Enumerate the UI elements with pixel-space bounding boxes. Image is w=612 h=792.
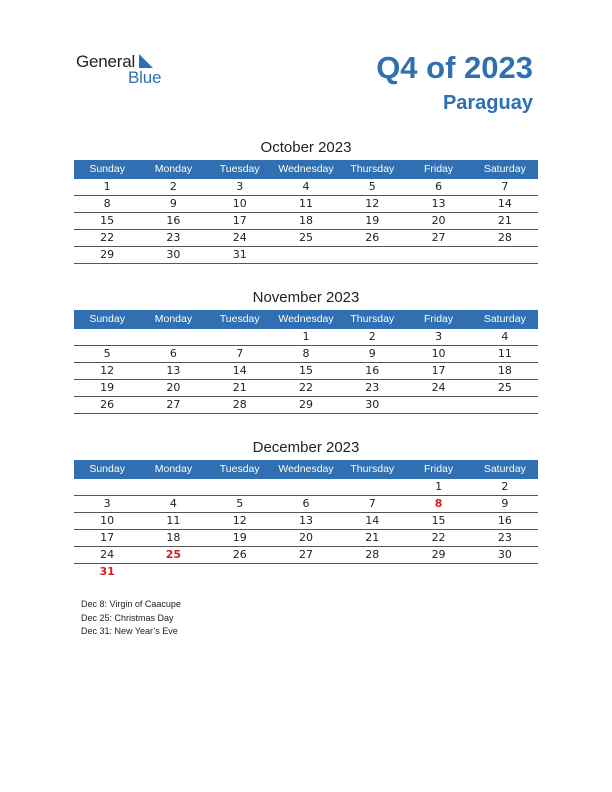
week-row bbox=[74, 547, 538, 564]
day-cell: 30 bbox=[365, 398, 380, 411]
day-cell: 14 bbox=[497, 197, 512, 210]
day-cell bbox=[339, 479, 405, 495]
day-cell: 30 bbox=[166, 248, 181, 261]
holiday-note: Dec 8: Virgin of Caacupe bbox=[81, 599, 181, 609]
day-cell: 10 bbox=[232, 197, 247, 210]
day-cell: 3 bbox=[236, 180, 244, 193]
day-cell bbox=[273, 564, 339, 580]
day-cell: 18 bbox=[497, 364, 512, 377]
day-cell: 12 bbox=[365, 197, 380, 210]
week-row bbox=[74, 564, 538, 580]
day-cell: 28 bbox=[232, 398, 247, 411]
weekday-label: Wednesday bbox=[278, 463, 334, 475]
week-row bbox=[74, 530, 538, 547]
day-cell bbox=[140, 329, 206, 345]
day-cell bbox=[405, 247, 471, 263]
day-cell: 28 bbox=[365, 548, 380, 561]
day-cell bbox=[140, 479, 206, 495]
day-cell: 22 bbox=[100, 231, 115, 244]
day-cell: 10 bbox=[431, 347, 446, 360]
week-row bbox=[74, 179, 538, 196]
week-row bbox=[74, 346, 538, 363]
day-cell: 1 bbox=[435, 480, 443, 493]
day-cell bbox=[339, 247, 405, 263]
holiday-notes bbox=[81, 598, 181, 639]
weekday-label: Monday bbox=[154, 313, 193, 325]
day-cell: 8 bbox=[302, 347, 310, 360]
day-cell: 30 bbox=[497, 548, 512, 561]
weekday-label: Saturday bbox=[483, 313, 526, 325]
day-cell: 17 bbox=[232, 214, 247, 227]
day-cell: 14 bbox=[232, 364, 247, 377]
day-cell: 13 bbox=[298, 514, 313, 527]
day-cell: 19 bbox=[100, 381, 115, 394]
day-cell: 20 bbox=[298, 531, 313, 544]
week-row bbox=[74, 213, 538, 230]
month-december bbox=[74, 438, 538, 580]
day-cell: 4 bbox=[501, 330, 509, 343]
week-row bbox=[74, 230, 538, 247]
day-cell: 8 bbox=[434, 497, 443, 510]
day-cell: 14 bbox=[365, 514, 380, 527]
day-cell: 25 bbox=[497, 381, 512, 394]
holiday-note: Dec 31: New Year’s Eve bbox=[81, 626, 178, 636]
weekday-label: Sunday bbox=[89, 163, 125, 175]
day-cell bbox=[273, 247, 339, 263]
day-cell: 4 bbox=[302, 180, 310, 193]
day-cell: 25 bbox=[165, 548, 182, 561]
day-cell: 6 bbox=[435, 180, 443, 193]
day-cell: 23 bbox=[166, 231, 181, 244]
day-cell: 27 bbox=[166, 398, 181, 411]
weekday-header bbox=[74, 160, 538, 179]
day-cell: 26 bbox=[365, 231, 380, 244]
day-cell: 6 bbox=[169, 347, 177, 360]
day-cell: 12 bbox=[232, 514, 247, 527]
weekday-label: Sunday bbox=[89, 313, 125, 325]
day-cell: 2 bbox=[169, 180, 177, 193]
day-cell: 6 bbox=[302, 497, 310, 510]
day-cell: 13 bbox=[431, 197, 446, 210]
day-cell: 4 bbox=[169, 497, 177, 510]
logo bbox=[76, 52, 176, 92]
day-cell bbox=[405, 564, 471, 580]
week-row bbox=[74, 363, 538, 380]
day-cell: 19 bbox=[365, 214, 380, 227]
day-cell: 9 bbox=[501, 497, 509, 510]
weekday-label: Tuesday bbox=[219, 463, 260, 475]
weekday-label: Wednesday bbox=[278, 163, 334, 175]
day-cell: 28 bbox=[497, 231, 512, 244]
day-cell bbox=[207, 479, 273, 495]
day-cell: 2 bbox=[501, 480, 509, 493]
day-cell: 7 bbox=[236, 347, 244, 360]
day-cell bbox=[405, 397, 471, 413]
day-cell: 23 bbox=[497, 531, 512, 544]
day-cell: 15 bbox=[298, 364, 313, 377]
day-cell: 22 bbox=[298, 381, 313, 394]
day-cell: 19 bbox=[232, 531, 247, 544]
day-cell bbox=[273, 479, 339, 495]
day-cell: 3 bbox=[435, 330, 443, 343]
weekday-label: Tuesday bbox=[219, 163, 260, 175]
month-title: December 2023 bbox=[252, 439, 360, 456]
day-cell: 24 bbox=[100, 548, 115, 561]
day-cell: 20 bbox=[166, 381, 181, 394]
day-cell: 27 bbox=[431, 231, 446, 244]
day-cell: 18 bbox=[166, 531, 181, 544]
weekday-label: Friday bbox=[423, 163, 454, 175]
day-cell: 21 bbox=[232, 381, 247, 394]
day-cell: 17 bbox=[431, 364, 446, 377]
weekday-label: Monday bbox=[154, 463, 193, 475]
weekday-label: Friday bbox=[423, 313, 454, 325]
day-cell bbox=[339, 564, 405, 580]
day-cell: 1 bbox=[103, 180, 111, 193]
day-cell: 15 bbox=[431, 514, 446, 527]
week-row bbox=[74, 397, 538, 414]
weekday-header bbox=[74, 460, 538, 479]
day-cell: 18 bbox=[298, 214, 313, 227]
day-cell: 23 bbox=[365, 381, 380, 394]
weekday-label: Thursday bbox=[350, 463, 395, 475]
day-cell: 9 bbox=[169, 197, 177, 210]
day-cell: 3 bbox=[103, 497, 111, 510]
weekday-label: Wednesday bbox=[278, 313, 334, 325]
day-cell bbox=[472, 397, 538, 413]
day-cell: 26 bbox=[100, 398, 115, 411]
weekday-label: Saturday bbox=[483, 463, 526, 475]
day-cell bbox=[74, 479, 140, 495]
day-cell: 1 bbox=[302, 330, 310, 343]
day-cell: 29 bbox=[100, 248, 115, 261]
day-cell: 13 bbox=[166, 364, 181, 377]
day-cell: 5 bbox=[103, 347, 111, 360]
day-cell: 27 bbox=[298, 548, 313, 561]
day-cell: 9 bbox=[368, 347, 376, 360]
week-row bbox=[74, 247, 538, 264]
country-name: Paraguay bbox=[442, 92, 533, 114]
day-cell: 8 bbox=[103, 197, 111, 210]
logo-blue-text: Blue bbox=[128, 68, 162, 87]
month-title: November 2023 bbox=[252, 289, 360, 306]
day-cell: 29 bbox=[298, 398, 313, 411]
day-cell: 11 bbox=[166, 514, 181, 527]
day-cell: 7 bbox=[501, 180, 509, 193]
month-title: October 2023 bbox=[260, 139, 352, 156]
weekday-label: Saturday bbox=[483, 163, 526, 175]
holiday-note: Dec 25: Christmas Day bbox=[81, 612, 174, 623]
day-cell: 16 bbox=[497, 514, 512, 527]
day-cell: 16 bbox=[166, 214, 181, 227]
weekday-header bbox=[74, 310, 538, 329]
day-cell bbox=[472, 247, 538, 263]
day-cell: 5 bbox=[236, 497, 244, 510]
day-cell: 25 bbox=[298, 231, 313, 244]
logo-general-text: General bbox=[76, 52, 136, 71]
quarter-title: Q4 of 2023 bbox=[376, 50, 533, 85]
day-cell: 31 bbox=[232, 248, 247, 261]
day-cell: 29 bbox=[431, 548, 446, 561]
day-cell: 31 bbox=[99, 565, 115, 578]
day-cell: 26 bbox=[232, 548, 247, 561]
week-row bbox=[74, 513, 538, 530]
day-cell: 5 bbox=[368, 180, 376, 193]
day-cell: 24 bbox=[431, 381, 446, 394]
week-row bbox=[74, 380, 538, 397]
week-row bbox=[74, 479, 538, 496]
day-cell: 2 bbox=[368, 330, 376, 343]
day-cell: 11 bbox=[298, 197, 313, 210]
weekday-label: Friday bbox=[423, 463, 454, 475]
day-cell bbox=[74, 329, 140, 345]
day-cell bbox=[472, 564, 538, 580]
day-cell: 24 bbox=[232, 231, 247, 244]
day-cell: 12 bbox=[100, 364, 115, 377]
day-cell: 21 bbox=[365, 531, 380, 544]
day-cell: 20 bbox=[431, 214, 446, 227]
day-cell bbox=[207, 564, 273, 580]
day-cell: 17 bbox=[100, 531, 115, 544]
week-row bbox=[74, 329, 538, 346]
weekday-label: Sunday bbox=[89, 463, 125, 475]
weekday-label: Thursday bbox=[350, 313, 395, 325]
day-cell: 22 bbox=[431, 531, 446, 544]
weekday-label: Monday bbox=[154, 163, 193, 175]
month-november bbox=[74, 288, 538, 414]
day-cell bbox=[207, 329, 273, 345]
logo-triangle-icon bbox=[139, 54, 153, 68]
day-cell: 7 bbox=[368, 497, 376, 510]
weekday-label: Tuesday bbox=[219, 313, 260, 325]
day-cell: 21 bbox=[497, 214, 512, 227]
day-cell bbox=[140, 564, 206, 580]
weekday-label: Thursday bbox=[350, 163, 395, 175]
day-cell: 15 bbox=[100, 214, 115, 227]
day-cell: 16 bbox=[365, 364, 380, 377]
day-cell: 10 bbox=[100, 514, 115, 527]
month-october bbox=[74, 138, 538, 264]
week-row bbox=[74, 496, 538, 513]
day-cell: 11 bbox=[497, 347, 512, 360]
week-row bbox=[74, 196, 538, 213]
